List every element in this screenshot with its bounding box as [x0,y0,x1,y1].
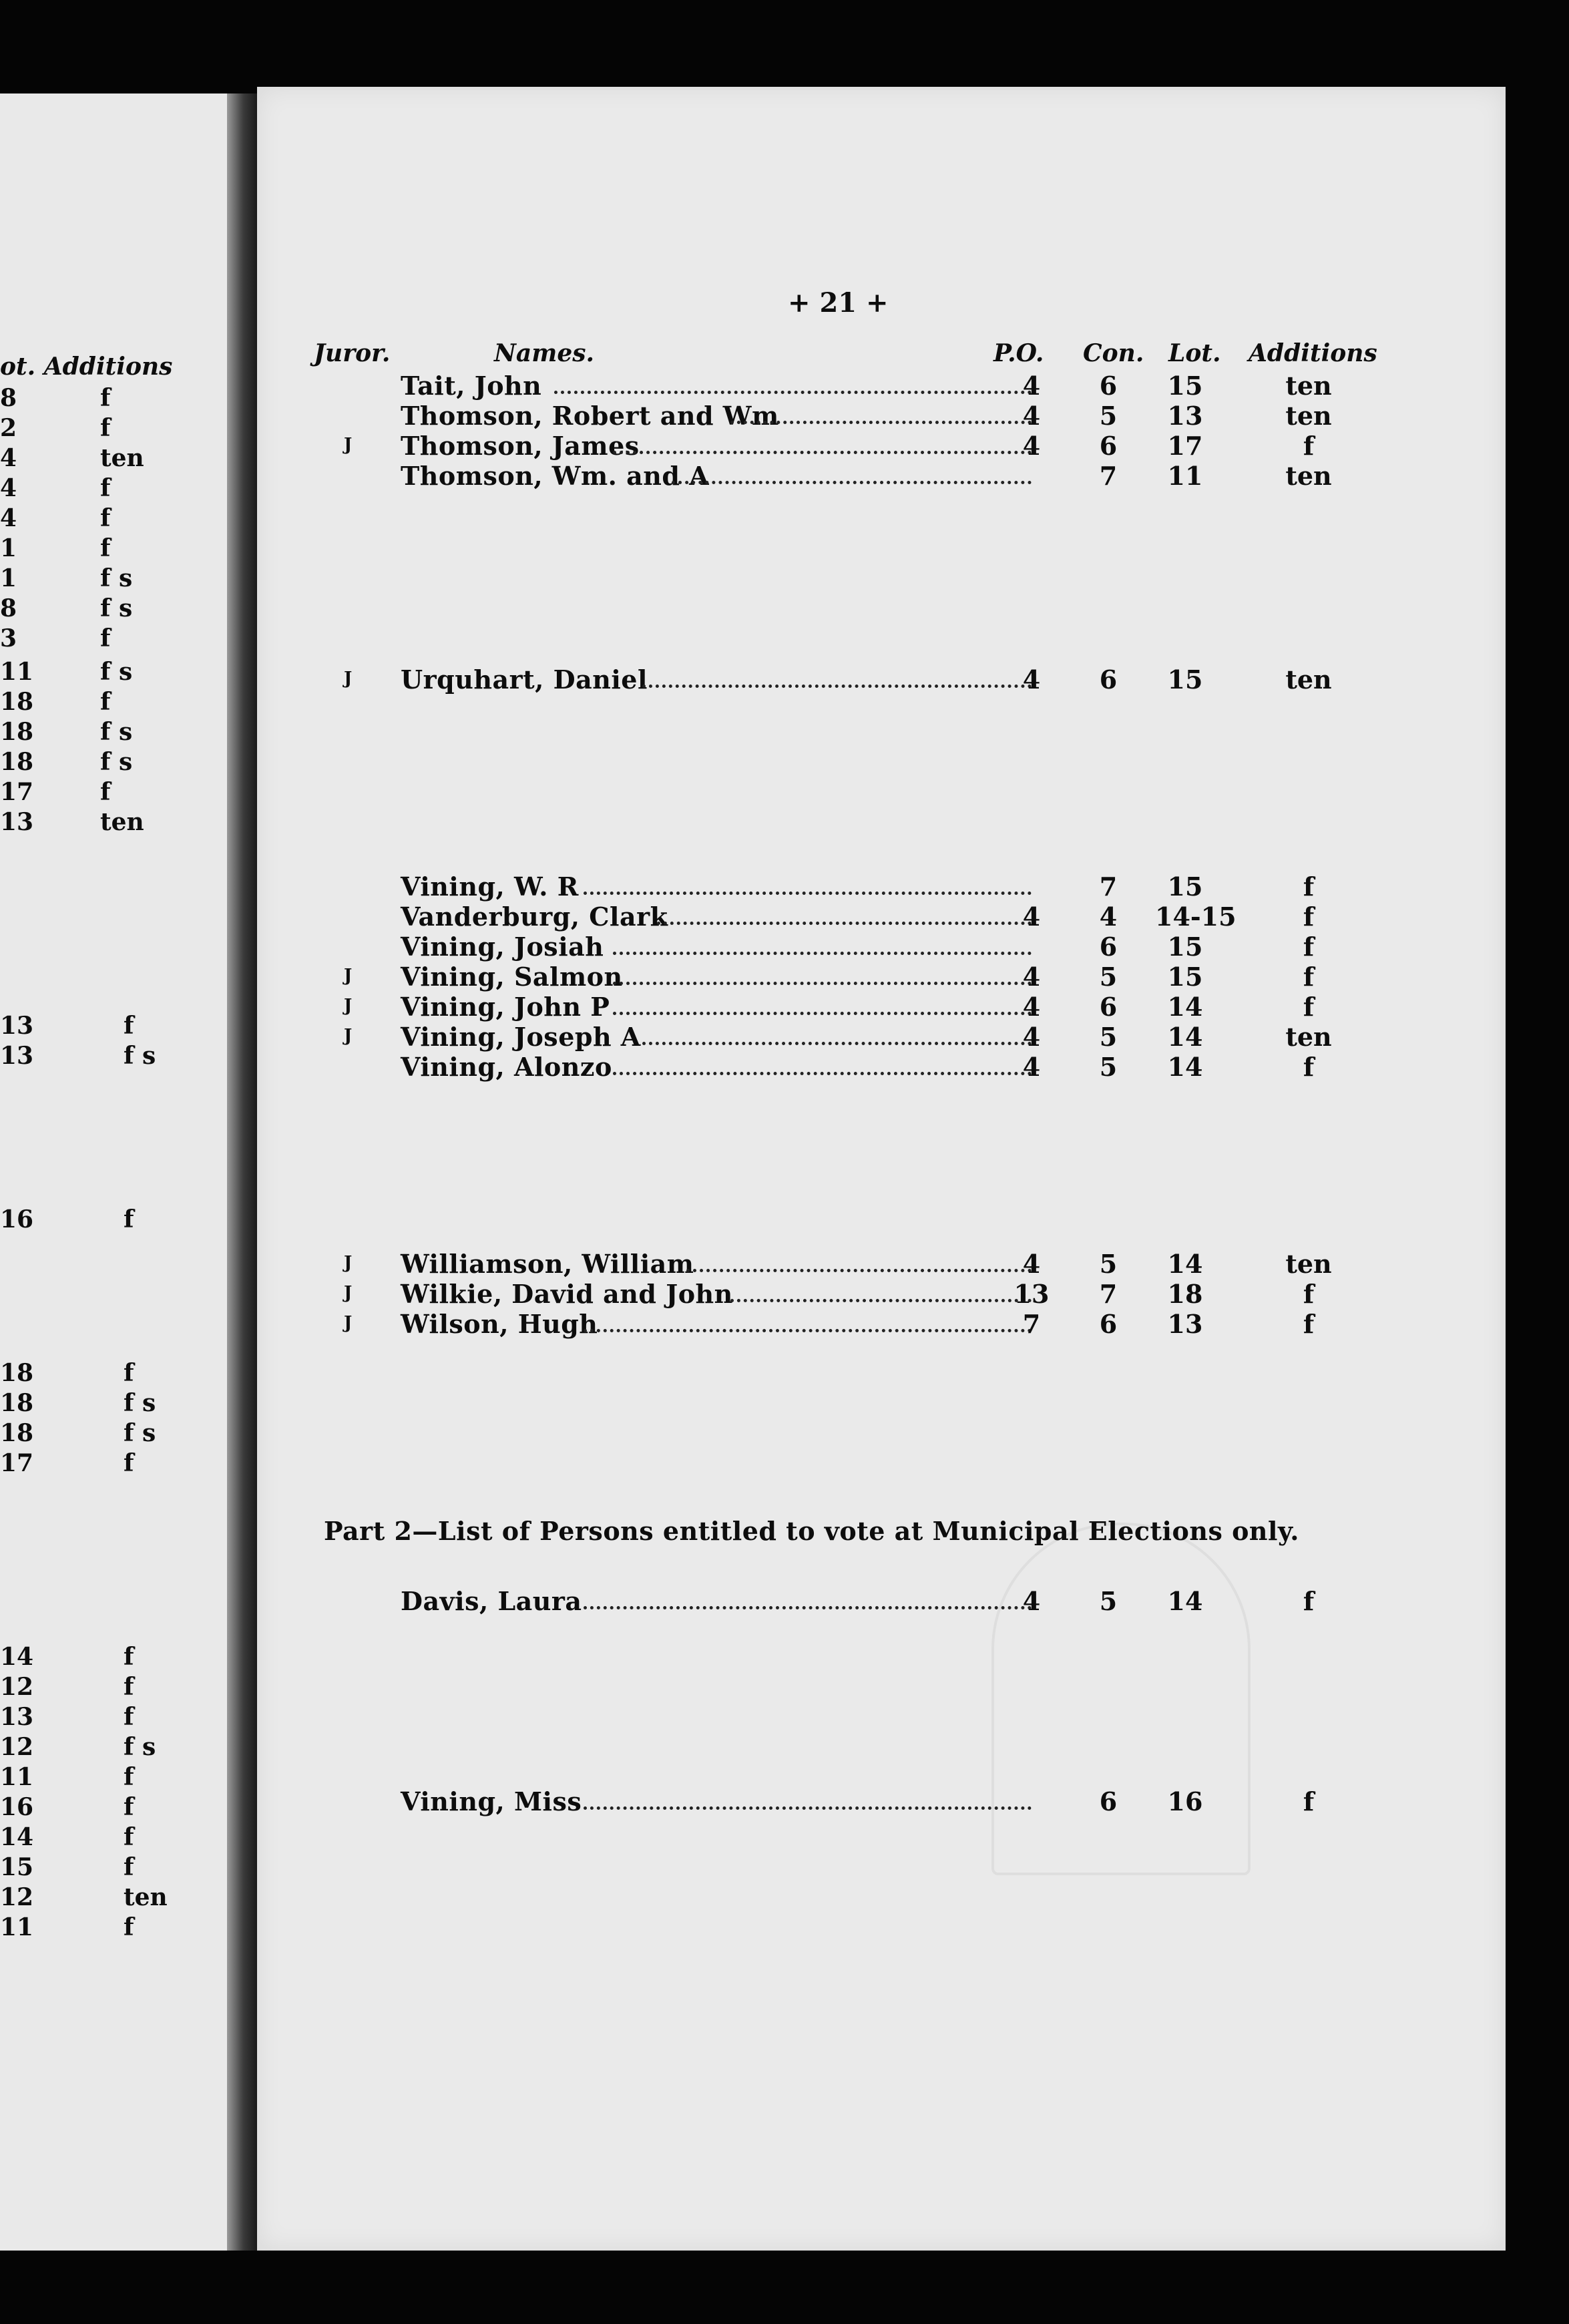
concession: 6 [1099,1786,1118,1816]
left-additions: f [100,384,111,412]
left-additions: f [124,1853,134,1881]
left-additions: f s [100,748,133,776]
left-additions: f [124,1763,134,1791]
left-lot-number: 17 [0,778,34,806]
lot-number: 18 [1167,1279,1203,1309]
lot-number: 15 [1167,371,1203,401]
dot-leader [672,481,1032,484]
voter-name: Thomson, Wm. and A [401,461,710,491]
concession: 5 [1099,401,1118,431]
voter-name: Vining, Joseph A [401,1022,641,1052]
juror-mark: J [344,668,353,689]
left-lot-number: 11 [0,658,34,686]
lot-number: 15 [1167,932,1203,962]
additions: ten [1285,1022,1332,1052]
additions: f [1303,1786,1315,1816]
juror-mark: J [344,996,353,1016]
left-lot-number: 4 [0,504,17,532]
left-lot-number: 8 [0,594,17,622]
page-number-line [788,287,889,319]
voter-name: Wilkie, David and John [401,1279,733,1309]
left-lot-number: 15 [0,1853,34,1881]
lot-number: 13 [1167,401,1203,431]
additions: f [1303,431,1315,461]
lot-number: 13 [1167,1309,1203,1339]
post-office: 4 [1022,371,1041,401]
left-lot-number: 4 [0,474,17,502]
concession: 5 [1099,962,1118,992]
concession: 6 [1099,992,1118,1022]
additions: f [1303,1586,1315,1616]
left-additions: f s [124,1042,156,1070]
dot-leader [657,922,1032,925]
lot-number: 15 [1167,962,1203,992]
left-additions: ten [124,1883,168,1911]
dot-leader [554,391,1032,394]
voter-name: Williamson, William [401,1249,694,1279]
left-lot-number: 11 [0,1763,34,1791]
left-lot-number: 3 [0,624,17,652]
left-lot-number: 18 [0,748,34,776]
left-lot-number: 14 [0,1643,34,1671]
post-office: 13 [1014,1279,1050,1309]
left-additions: f s [100,658,133,686]
bleed-through-seal [991,1523,1251,1875]
left-additions: f [100,688,111,716]
left-lot-number: 13 [0,1703,34,1731]
voter-name: Tait, John [401,371,542,401]
left-lot-number: 12 [0,1733,34,1761]
header-con: Con. [1083,339,1144,367]
header-juror: Juror. [314,339,391,367]
post-office: 4 [1022,1586,1041,1616]
left-lot-number: 2 [0,414,17,442]
concession: 7 [1099,461,1118,491]
lot-number: 17 [1167,431,1203,461]
voter-name: Wilson, Hugh [401,1309,598,1339]
left-lot-number: 4 [0,444,17,472]
additions: ten [1285,461,1332,491]
post-office: 4 [1022,664,1041,695]
left-lot-number: 13 [0,808,34,836]
left-additions: f [124,1793,134,1821]
voter-name: Thomson, Robert and Wm [401,401,779,431]
post-office: 4 [1022,902,1041,932]
left-additions: f [124,1205,134,1233]
post-office: 4 [1022,401,1041,431]
left-lot-number: 1 [0,564,17,592]
part2-heading: Part 2—List of Persons entitled to vote at Municipal Elections only. [324,1516,1299,1546]
left-additions: f [100,778,111,806]
concession: 5 [1099,1249,1118,1279]
left-additions: f [124,1012,134,1040]
voter-name: Vining, Salmon [401,962,623,992]
additions: f [1303,1279,1315,1309]
post-office: 4 [1022,1249,1041,1279]
lot-number: 16 [1167,1786,1203,1816]
concession: 6 [1099,932,1118,962]
additions: f [1303,962,1315,992]
additions: f [1303,1052,1315,1082]
concession: 6 [1099,371,1118,401]
dot-leader [613,451,1032,454]
left-lot-number: 11 [0,1913,34,1941]
post-office: 4 [1022,431,1041,461]
dot-leader [642,685,1032,688]
additions: f [1303,902,1315,932]
concession: 5 [1099,1052,1118,1082]
concession: 5 [1099,1022,1118,1052]
dot-leader [613,1072,1032,1075]
concession: 7 [1099,872,1118,902]
left-lot-number: 16 [0,1205,34,1233]
voter-name: Urquhart, Daniel [401,664,648,695]
left-additions: f s [100,594,133,622]
left-additions: f [124,1913,134,1941]
dot-leader [686,1269,1032,1272]
left-additions: f [100,504,111,532]
juror-mark: J [344,1026,353,1046]
left-additions: f s [124,1733,156,1761]
voter-name: Vining, W. R [401,872,579,902]
left-additions: f [124,1703,134,1731]
additions: f [1303,872,1315,902]
left-lot-number: 1 [0,534,17,562]
header-additions: Additions [1249,339,1377,367]
dot-leader [730,1299,1032,1302]
post-office: 7 [1022,1309,1041,1339]
left-lot-number: 14 [0,1823,34,1851]
left-additions: f s [100,718,133,746]
left-additions: f [100,474,111,502]
left-additions: f [124,1359,134,1387]
voter-name: Vining, Alonzo [401,1052,612,1082]
dot-leader [642,1042,1032,1045]
lot-number: 14 [1167,1586,1203,1616]
lot-number: 14 [1167,1249,1203,1279]
left-additions: f [124,1643,134,1671]
dot-leader [613,952,1032,955]
lot-number: 14 [1167,1052,1203,1082]
dot-leader [584,892,1032,895]
left-lot-number: 13 [0,1012,34,1040]
lot-number: 11 [1167,461,1203,491]
left-lot-number: 12 [0,1673,34,1701]
left-additions: f [124,1673,134,1701]
left-lot-number: 18 [0,718,34,746]
left-lot-number: 18 [0,1359,34,1387]
post-office: 4 [1022,1052,1041,1082]
concession: 6 [1099,664,1118,695]
post-office: 4 [1022,962,1041,992]
dot-leader [613,982,1032,985]
post-office: 4 [1022,1022,1041,1052]
dot-leader [584,1606,1032,1609]
juror-mark: J [344,1253,353,1273]
header-lot: Lot. [1168,339,1221,367]
additions: ten [1285,371,1332,401]
juror-mark: J [344,966,353,986]
additions: ten [1285,664,1332,695]
voter-name: Vining, Miss [401,1786,582,1816]
left-additions: ten [100,808,144,836]
additions: ten [1285,401,1332,431]
additions: ten [1285,1249,1332,1279]
page-number-left-ornament: + [788,287,820,319]
concession: 6 [1099,1309,1118,1339]
additions: f [1303,932,1315,962]
voter-name: Thomson, James [401,431,640,461]
lot-number: 15 [1167,872,1203,902]
left-lot-number: 18 [0,1419,34,1447]
left-lot-number: 13 [0,1042,34,1070]
post-office: 4 [1022,992,1041,1022]
voter-name: Davis, Laura [401,1586,582,1616]
additions: f [1303,1309,1315,1339]
dot-leader [584,1806,1032,1810]
voter-name: Vining, John P [401,992,610,1022]
header-po: P.O. [993,339,1044,367]
lot-number: 14 [1167,1022,1203,1052]
left-page-header: ot. Additions [0,353,173,381]
left-additions: f s [124,1389,156,1417]
dot-leader [730,421,1032,424]
additions: f [1303,992,1315,1022]
lot-number: 14 [1167,992,1203,1022]
left-additions: f s [100,564,133,592]
left-additions: f [124,1449,134,1477]
left-additions: f s [124,1419,156,1447]
page-number-right-ornament: + [857,287,889,319]
dot-leader [584,1329,1032,1332]
concession: 4 [1099,902,1118,932]
left-lot-number: 16 [0,1793,34,1821]
left-lot-number: 17 [0,1449,34,1477]
left-lot-number: 8 [0,384,17,412]
dot-leader [613,1012,1032,1015]
left-lot-number: 12 [0,1883,34,1911]
left-lot-number: 18 [0,1389,34,1417]
juror-mark: J [344,435,353,455]
concession: 5 [1099,1586,1118,1616]
header-names: Names. [494,339,595,367]
juror-mark: J [344,1313,353,1333]
voter-name: Vining, Josiah [401,932,604,962]
lot-number: 15 [1167,664,1203,695]
concession: 7 [1099,1279,1118,1309]
left-additions: f [100,534,111,562]
concession: 6 [1099,431,1118,461]
left-lot-number: 18 [0,688,34,716]
juror-mark: J [344,1283,353,1303]
left-additions: f [100,414,111,442]
page-number: 21 [819,287,857,319]
voter-name: Vanderburg, Clark [401,902,668,932]
left-additions: f [124,1823,134,1851]
left-additions: ten [100,444,144,472]
lot-number: 14-15 [1155,902,1237,932]
left-additions: f [100,624,111,652]
